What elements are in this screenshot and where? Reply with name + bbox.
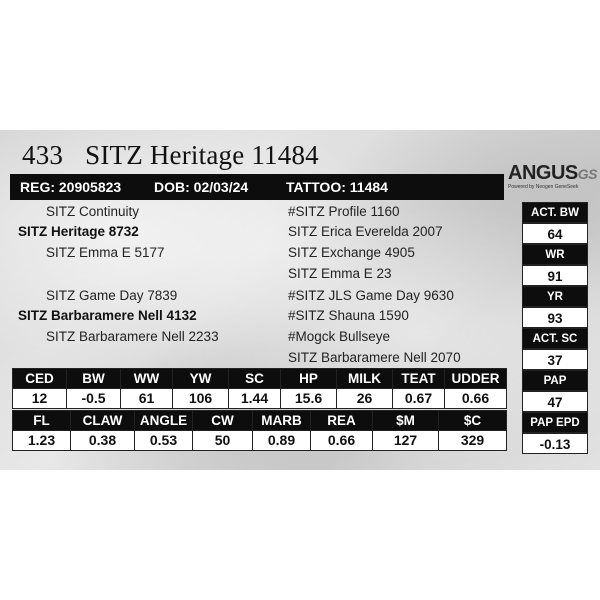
epd-value-hp: 15.6: [281, 389, 337, 409]
perf-label-pap-epd: PAP EPD: [522, 412, 588, 433]
angus-gs-logo: [508, 162, 597, 193]
perf-value-act-sc: 37: [522, 349, 588, 370]
epd-header-ced: CED: [13, 369, 67, 389]
epd-header-hp: HP: [281, 369, 337, 389]
perf-value-yr: 93: [522, 307, 588, 328]
epd-table-2: [12, 410, 507, 451]
epd-value-teat: 0.67: [393, 389, 445, 409]
epd-value-yw: 106: [173, 389, 229, 409]
perf-label-pap: PAP: [522, 370, 588, 391]
epd-value-sc: 1.44: [229, 389, 281, 409]
perf-label-act-sc: ACT. SC: [522, 328, 588, 349]
page-title: [22, 140, 319, 171]
logo-main: ANGUS: [508, 162, 578, 184]
epd-value-c-index: 329: [439, 431, 507, 451]
epd-header-m-index: $M: [373, 411, 439, 431]
pedigree-dam: SITZ Barbaramere Nell 4132: [18, 308, 197, 323]
epd-header-fl: FL: [13, 411, 71, 431]
epd-header-udder: UDDER: [445, 369, 507, 389]
epd-header-ww: WW: [121, 369, 173, 389]
pedigree-ancestor: SITZ Barbaramere Nell 2070: [288, 350, 461, 365]
epd-value-m-index: 127: [373, 431, 439, 451]
pedigree-ancestor: #Mogck Bullseye: [288, 329, 391, 344]
registration-bar: [10, 174, 504, 200]
epd-header-sc: SC: [229, 369, 281, 389]
pedigree-sire-sire: SITZ Continuity: [46, 204, 140, 219]
pedigree-ancestor: #SITZ Shauna 1590: [288, 308, 409, 323]
perf-label-act-bw: ACT. BW: [522, 202, 588, 223]
perf-value-act-bw: 64: [522, 223, 588, 244]
lot-number: 433: [22, 140, 64, 170]
epd-value-udder: 0.66: [445, 389, 507, 409]
epd-header-c-index: $C: [439, 411, 507, 431]
epd-header-milk: MILK: [337, 369, 393, 389]
epd-table-1: [12, 368, 507, 409]
pedigree-sire-dam: SITZ Emma E 5177: [46, 245, 165, 260]
animal-name: SITZ Heritage 11484: [85, 140, 319, 170]
pedigree-ancestor: SITZ Emma E 23: [288, 266, 392, 281]
epd-value-rea: 0.66: [311, 431, 373, 451]
perf-label-yr: YR: [522, 286, 588, 307]
epd-value-cw: 50: [193, 431, 253, 451]
epd-value-milk: 26: [337, 389, 393, 409]
epd-value-bw: -0.5: [67, 389, 121, 409]
epd-header-marb: MARB: [253, 411, 311, 431]
perf-value-wr: 91: [522, 265, 588, 286]
logo-accent: GS: [577, 166, 597, 182]
perf-value-pap-epd: -0.13: [522, 433, 588, 454]
epd-header-teat: TEAT: [393, 369, 445, 389]
epd-header-claw: CLAW: [71, 411, 135, 431]
epd-header-rea: REA: [311, 411, 373, 431]
perf-value-pap: 47: [522, 391, 588, 412]
pedigree-ancestor: SITZ Exchange 4905: [288, 245, 415, 260]
pedigree-ancestor: #SITZ JLS Game Day 9630: [288, 288, 454, 303]
sale-card: [0, 130, 600, 470]
pedigree-ancestor: #SITZ Profile 1160: [288, 204, 400, 219]
epd-value-fl: 1.23: [13, 431, 71, 451]
pedigree-dam-dam: SITZ Barbaramere Nell 2233: [46, 329, 219, 344]
dob: DOB: 02/03/24: [154, 179, 249, 195]
epd-value-angle: 0.53: [135, 431, 193, 451]
epd-value-claw: 0.38: [71, 431, 135, 451]
epd-header-yw: YW: [173, 369, 229, 389]
pedigree-dam-sire: SITZ Game Day 7839: [46, 288, 178, 303]
pedigree-sire: SITZ Heritage 8732: [18, 224, 139, 239]
logo-tagline: Powered by Neogen GeneSeek: [508, 184, 579, 190]
performance-column: [522, 202, 588, 454]
perf-label-wr: WR: [522, 244, 588, 265]
pedigree-ancestor: SITZ Erica Everelda 2007: [288, 224, 443, 239]
epd-value-ww: 61: [121, 389, 173, 409]
epd-header-angle: ANGLE: [135, 411, 193, 431]
tattoo: TATTOO: 11484: [286, 179, 388, 195]
epd-value-ced: 12: [13, 389, 67, 409]
reg-number: REG: 20905823: [20, 179, 122, 195]
epd-header-cw: CW: [193, 411, 253, 431]
epd-value-marb: 0.89: [253, 431, 311, 451]
epd-header-bw: BW: [67, 369, 121, 389]
